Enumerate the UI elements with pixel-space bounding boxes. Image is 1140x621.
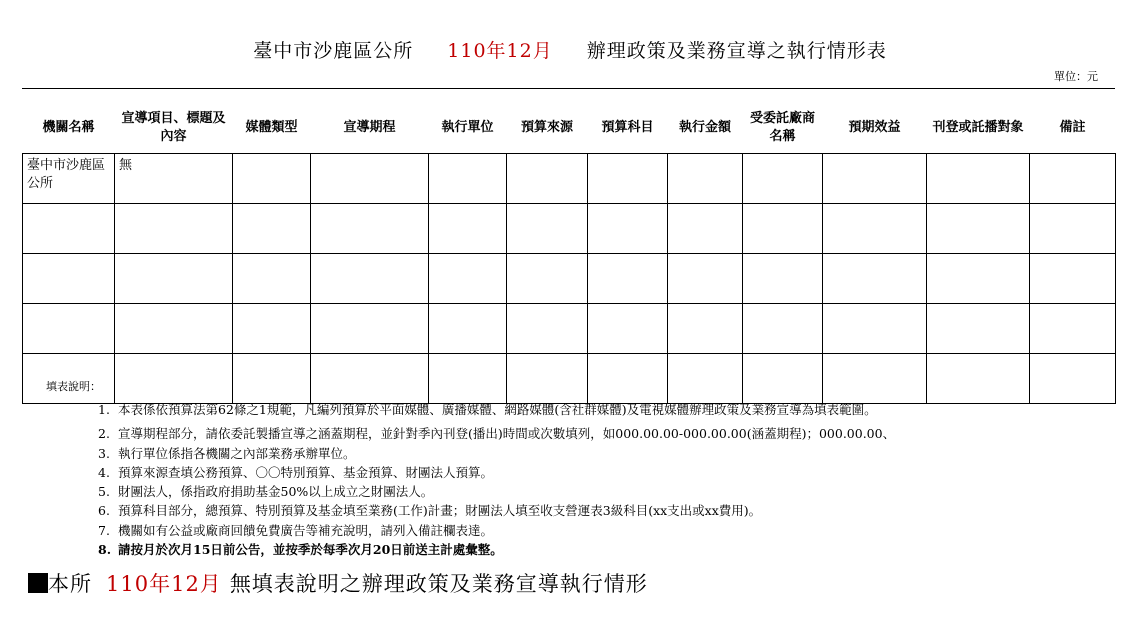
table-row <box>23 354 1116 404</box>
title-org: 臺中市沙鹿區公所 <box>253 40 414 62</box>
note-number: 4. <box>98 464 110 480</box>
table-cell <box>311 154 429 204</box>
header-cell: 機關名稱 <box>42 120 95 135</box>
footer-statement <box>28 568 648 598</box>
table-cell <box>233 154 311 204</box>
table-cell <box>23 304 115 354</box>
header-cell: 宣導期程 <box>343 120 396 135</box>
table-cell: 臺中市沙鹿區公所 <box>23 154 115 204</box>
table-cell <box>507 304 588 354</box>
table-cell <box>23 254 115 304</box>
table-cell <box>927 354 1030 404</box>
header-cell: 媒體類型 <box>245 120 298 135</box>
header-cell: 受委託廠商名稱 <box>749 111 815 144</box>
table-cell <box>429 254 507 304</box>
note-number: 3. <box>98 445 110 461</box>
table-cell <box>115 304 233 354</box>
table-cell <box>668 204 743 254</box>
footer-period: 110年12月 <box>106 572 222 596</box>
table-cell <box>823 354 927 404</box>
note-text: 請按月於次月15日前公告，並按季於每季次月20日前送主計處彙整。 <box>118 542 503 558</box>
table-row <box>23 254 1116 304</box>
table-cell <box>588 204 668 254</box>
header-cell: 執行單位 <box>441 120 494 135</box>
note-item <box>98 444 895 463</box>
note-text: 宣導期程部分，請依委託製播宣導之涵蓋期程，並針對季內刊登(播出)時間或次數填列，如000.00.00-000.00.00(涵蓋期程)；000.00.00、 <box>118 426 896 442</box>
note-text: 執行單位係指各機關之內部業務承辦單位。 <box>118 445 356 461</box>
table-row <box>23 304 1116 354</box>
table-cell <box>23 204 115 254</box>
header-cell: 刊登或託播對象 <box>932 120 1024 135</box>
table-cell <box>311 304 429 354</box>
table-cell <box>927 204 1030 254</box>
note-item <box>98 463 895 482</box>
note-text: 本表係依預算法第62條之1規範，凡編列預算於平面媒體、廣播媒體、網路媒體(含社群媒體)及電視媒體辦理政策及業務宣導為填表範圍。 <box>118 402 877 417</box>
note-number: 8. <box>98 542 112 558</box>
table-cell <box>115 204 233 254</box>
note-item <box>98 501 895 520</box>
table-cell <box>1030 304 1116 354</box>
table-cell <box>743 154 823 204</box>
note-text: 財團法人，係指政府捐助基金50%以上成立之財團法人。 <box>118 484 434 500</box>
table-cell <box>668 254 743 304</box>
header-cell: 預期效益 <box>848 120 901 135</box>
note-number: 6. <box>98 503 110 519</box>
note-item <box>98 424 895 443</box>
table-cell <box>927 304 1030 354</box>
header-cell: 預算科目 <box>601 120 654 135</box>
note-number: 7. <box>98 522 110 538</box>
note-text: 機關如有公益或廠商回饋免費廣告等補充說明，請列入備註欄表達。 <box>118 522 494 538</box>
table-cell <box>429 304 507 354</box>
table-cell <box>1030 254 1116 304</box>
table-cell <box>927 254 1030 304</box>
table-cell <box>507 204 588 254</box>
table-cell <box>588 354 668 404</box>
note-item <box>98 521 895 540</box>
table-row <box>23 154 1116 204</box>
table-cell <box>507 254 588 304</box>
table-cell <box>668 304 743 354</box>
table-cell <box>1030 154 1116 204</box>
table-cell <box>668 354 743 404</box>
note-text: 預算科目部分，總預算、特別預算及基金填至業務(工作)計畫；財團法人填至收支營運表3級科目(xx支出或xx費用)。 <box>118 503 762 519</box>
table-cell <box>823 154 927 204</box>
title-period: 110年12月 <box>447 40 553 62</box>
note-text: 預算來源查填公務預算、〇〇特別預算、基金預算、財團法人預算。 <box>118 464 494 480</box>
header-cell: 備註 <box>1059 120 1086 135</box>
header-cell: 宣導項目、標題及內容 <box>121 111 226 144</box>
table-cell <box>823 254 927 304</box>
table-cell <box>233 304 311 354</box>
table-cell <box>507 154 588 204</box>
note-number: 2. <box>98 426 110 442</box>
table-cell <box>429 204 507 254</box>
note-number: 5. <box>98 484 110 500</box>
table-cell <box>823 204 927 254</box>
table-cell <box>823 304 927 354</box>
footer-text: 無填表說明之辦理政策及業務宣導執行情形 <box>229 572 648 596</box>
table-cell <box>743 204 823 254</box>
table-cell <box>311 204 429 254</box>
table-cell <box>233 204 311 254</box>
table-cell <box>115 254 233 304</box>
table-cell <box>233 354 311 404</box>
table-header-row <box>23 103 1116 154</box>
table-cell <box>927 154 1030 204</box>
table-cell <box>507 354 588 404</box>
footer-prefix: 本所 <box>48 572 92 596</box>
table-cell <box>429 154 507 204</box>
table-cell <box>743 254 823 304</box>
page-title <box>0 36 1140 63</box>
note-number: 1. <box>98 402 110 417</box>
table-cell: 無 <box>115 154 233 204</box>
header-rule <box>22 88 1115 89</box>
note-item <box>98 400 895 419</box>
note-item <box>98 540 895 559</box>
black-square-icon <box>28 573 48 593</box>
table-cell <box>743 354 823 404</box>
table-cell <box>1030 354 1116 404</box>
notes-heading: 填表說明： <box>46 380 101 393</box>
title-name: 辦理政策及業務宣導之執行情形表 <box>586 40 887 62</box>
table-cell <box>743 304 823 354</box>
table-cell <box>429 354 507 404</box>
execution-table <box>22 103 1116 404</box>
note-item <box>98 482 895 501</box>
table-row <box>23 204 1116 254</box>
table-cell <box>588 304 668 354</box>
unit-label: 單位：元 <box>1054 70 1098 83</box>
table-cell <box>115 354 233 404</box>
header-cell: 執行金額 <box>678 120 731 135</box>
table-cell <box>668 154 743 204</box>
notes-list <box>98 400 895 559</box>
header-cell: 預算來源 <box>520 120 573 135</box>
table-cell <box>588 254 668 304</box>
table-cell <box>233 254 311 304</box>
table-cell <box>1030 204 1116 254</box>
table-cell <box>588 154 668 204</box>
table-cell <box>311 254 429 304</box>
table-cell <box>311 354 429 404</box>
